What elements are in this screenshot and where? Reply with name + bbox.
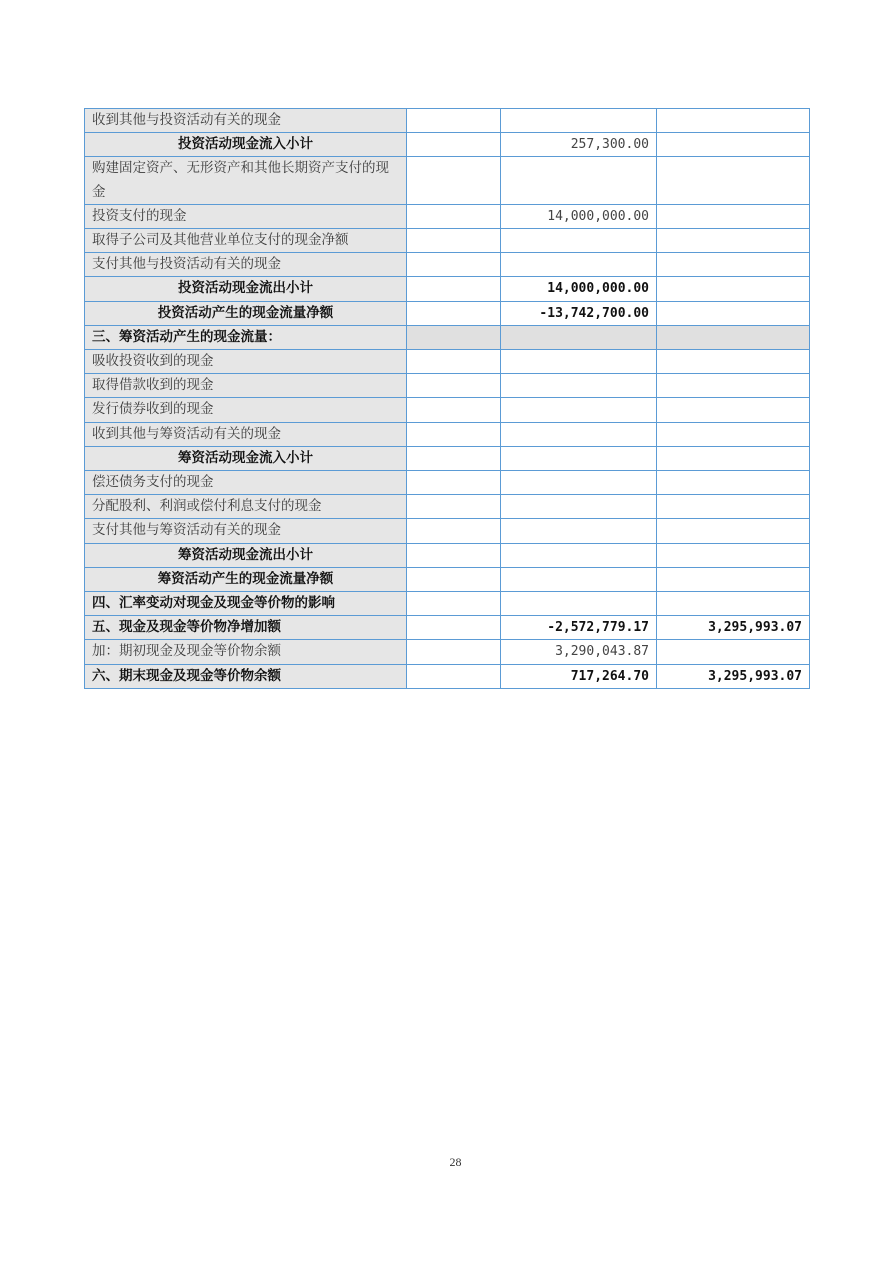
row-value-col2 bbox=[501, 398, 657, 422]
row-value-col2 bbox=[501, 325, 657, 349]
row-value-col1 bbox=[407, 471, 501, 495]
table-row bbox=[85, 109, 810, 133]
row-value-col1 bbox=[407, 325, 501, 349]
row-value-col3 bbox=[657, 253, 810, 277]
row-value-col3 bbox=[657, 229, 810, 253]
row-value-col2 bbox=[501, 567, 657, 591]
row-value-col3 bbox=[657, 350, 810, 374]
row-value-col3 bbox=[657, 301, 810, 325]
row-label: 加：期初现金及现金等价物余额 bbox=[85, 640, 407, 664]
row-value-col3 bbox=[657, 374, 810, 398]
row-value-col3 bbox=[657, 133, 810, 157]
row-value-col2 bbox=[501, 229, 657, 253]
row-value-col2: 14,000,000.00 bbox=[501, 204, 657, 228]
row-value-col2 bbox=[501, 495, 657, 519]
row-value-col3 bbox=[657, 543, 810, 567]
table-row bbox=[85, 350, 810, 374]
table-row bbox=[85, 374, 810, 398]
row-label: 三、筹资活动产生的现金流量： bbox=[85, 325, 407, 349]
table-row bbox=[85, 519, 810, 543]
row-value-col3 bbox=[657, 398, 810, 422]
table-row bbox=[85, 157, 810, 204]
table-row bbox=[85, 229, 810, 253]
cash-flow-statement-table bbox=[84, 108, 810, 689]
row-value-col1 bbox=[407, 374, 501, 398]
row-value-col1 bbox=[407, 640, 501, 664]
table-row bbox=[85, 640, 810, 664]
row-label: 筹资活动现金流入小计 bbox=[85, 446, 407, 470]
row-label: 投资活动现金流入小计 bbox=[85, 133, 407, 157]
row-value-col2 bbox=[501, 471, 657, 495]
row-value-col2: 14,000,000.00 bbox=[501, 277, 657, 301]
table-row bbox=[85, 301, 810, 325]
row-value-col1 bbox=[407, 664, 501, 688]
table-row bbox=[85, 277, 810, 301]
row-label: 偿还债务支付的现金 bbox=[85, 471, 407, 495]
row-value-col1 bbox=[407, 277, 501, 301]
table-row bbox=[85, 495, 810, 519]
table-row bbox=[85, 664, 810, 688]
row-label: 筹资活动产生的现金流量净额 bbox=[85, 567, 407, 591]
row-value-col1 bbox=[407, 229, 501, 253]
row-label: 支付其他与筹资活动有关的现金 bbox=[85, 519, 407, 543]
row-value-col3 bbox=[657, 446, 810, 470]
row-value-col1 bbox=[407, 253, 501, 277]
table-row bbox=[85, 471, 810, 495]
row-label: 筹资活动现金流出小计 bbox=[85, 543, 407, 567]
row-value-col3 bbox=[657, 325, 810, 349]
row-value-col2 bbox=[501, 422, 657, 446]
table-row bbox=[85, 253, 810, 277]
table-row bbox=[85, 446, 810, 470]
row-value-col1 bbox=[407, 301, 501, 325]
row-value-col1 bbox=[407, 446, 501, 470]
row-value-col2 bbox=[501, 157, 657, 204]
row-value-col2: -2,572,779.17 bbox=[501, 616, 657, 640]
row-value-col1 bbox=[407, 543, 501, 567]
row-value-col2 bbox=[501, 350, 657, 374]
table-row bbox=[85, 325, 810, 349]
row-value-col2 bbox=[501, 374, 657, 398]
row-value-col1 bbox=[407, 109, 501, 133]
row-label: 购建固定资产、无形资产和其他长期资产支付的现金 bbox=[85, 157, 407, 204]
table-row bbox=[85, 543, 810, 567]
page-number: 28 bbox=[449, 1155, 462, 1169]
row-value-col3 bbox=[657, 422, 810, 446]
row-value-col1 bbox=[407, 398, 501, 422]
row-value-col2 bbox=[501, 253, 657, 277]
row-value-col1 bbox=[407, 350, 501, 374]
row-value-col1 bbox=[407, 204, 501, 228]
row-value-col2 bbox=[501, 446, 657, 470]
row-value-col3 bbox=[657, 471, 810, 495]
row-label: 吸收投资收到的现金 bbox=[85, 350, 407, 374]
table-row bbox=[85, 567, 810, 591]
row-value-col3 bbox=[657, 567, 810, 591]
row-value-col1 bbox=[407, 157, 501, 204]
row-value-col1 bbox=[407, 519, 501, 543]
row-label: 分配股利、利润或偿付利息支付的现金 bbox=[85, 495, 407, 519]
row-value-col3 bbox=[657, 640, 810, 664]
table-row bbox=[85, 398, 810, 422]
row-label: 收到其他与筹资活动有关的现金 bbox=[85, 422, 407, 446]
row-value-col3 bbox=[657, 495, 810, 519]
row-value-col2 bbox=[501, 519, 657, 543]
table-row bbox=[85, 204, 810, 228]
row-label: 支付其他与投资活动有关的现金 bbox=[85, 253, 407, 277]
row-value-col3 bbox=[657, 519, 810, 543]
table-row bbox=[85, 422, 810, 446]
row-label: 投资活动产生的现金流量净额 bbox=[85, 301, 407, 325]
row-value-col1 bbox=[407, 422, 501, 446]
row-value-col1 bbox=[407, 616, 501, 640]
table-body bbox=[85, 109, 810, 689]
row-label: 发行债券收到的现金 bbox=[85, 398, 407, 422]
row-value-col1 bbox=[407, 567, 501, 591]
row-value-col3: 3,295,993.07 bbox=[657, 616, 810, 640]
row-label: 取得子公司及其他营业单位支付的现金净额 bbox=[85, 229, 407, 253]
row-value-col1 bbox=[407, 495, 501, 519]
row-value-col3 bbox=[657, 109, 810, 133]
row-value-col3 bbox=[657, 204, 810, 228]
row-label: 投资活动现金流出小计 bbox=[85, 277, 407, 301]
row-value-col2 bbox=[501, 592, 657, 616]
row-value-col1 bbox=[407, 592, 501, 616]
row-label: 四、汇率变动对现金及现金等价物的影响 bbox=[85, 592, 407, 616]
row-label: 取得借款收到的现金 bbox=[85, 374, 407, 398]
table-row bbox=[85, 616, 810, 640]
row-value-col3 bbox=[657, 157, 810, 204]
table-row bbox=[85, 592, 810, 616]
row-value-col2: 3,290,043.87 bbox=[501, 640, 657, 664]
row-value-col1 bbox=[407, 133, 501, 157]
row-value-col2: 717,264.70 bbox=[501, 664, 657, 688]
row-value-col3 bbox=[657, 277, 810, 301]
table-row bbox=[85, 133, 810, 157]
row-value-col3 bbox=[657, 592, 810, 616]
row-value-col2 bbox=[501, 543, 657, 567]
row-label: 六、期末现金及现金等价物余额 bbox=[85, 664, 407, 688]
row-value-col3: 3,295,993.07 bbox=[657, 664, 810, 688]
row-value-col2: -13,742,700.00 bbox=[501, 301, 657, 325]
row-value-col2 bbox=[501, 109, 657, 133]
row-label: 收到其他与投资活动有关的现金 bbox=[85, 109, 407, 133]
row-label: 投资支付的现金 bbox=[85, 204, 407, 228]
row-label: 五、现金及现金等价物净增加额 bbox=[85, 616, 407, 640]
row-value-col2: 257,300.00 bbox=[501, 133, 657, 157]
